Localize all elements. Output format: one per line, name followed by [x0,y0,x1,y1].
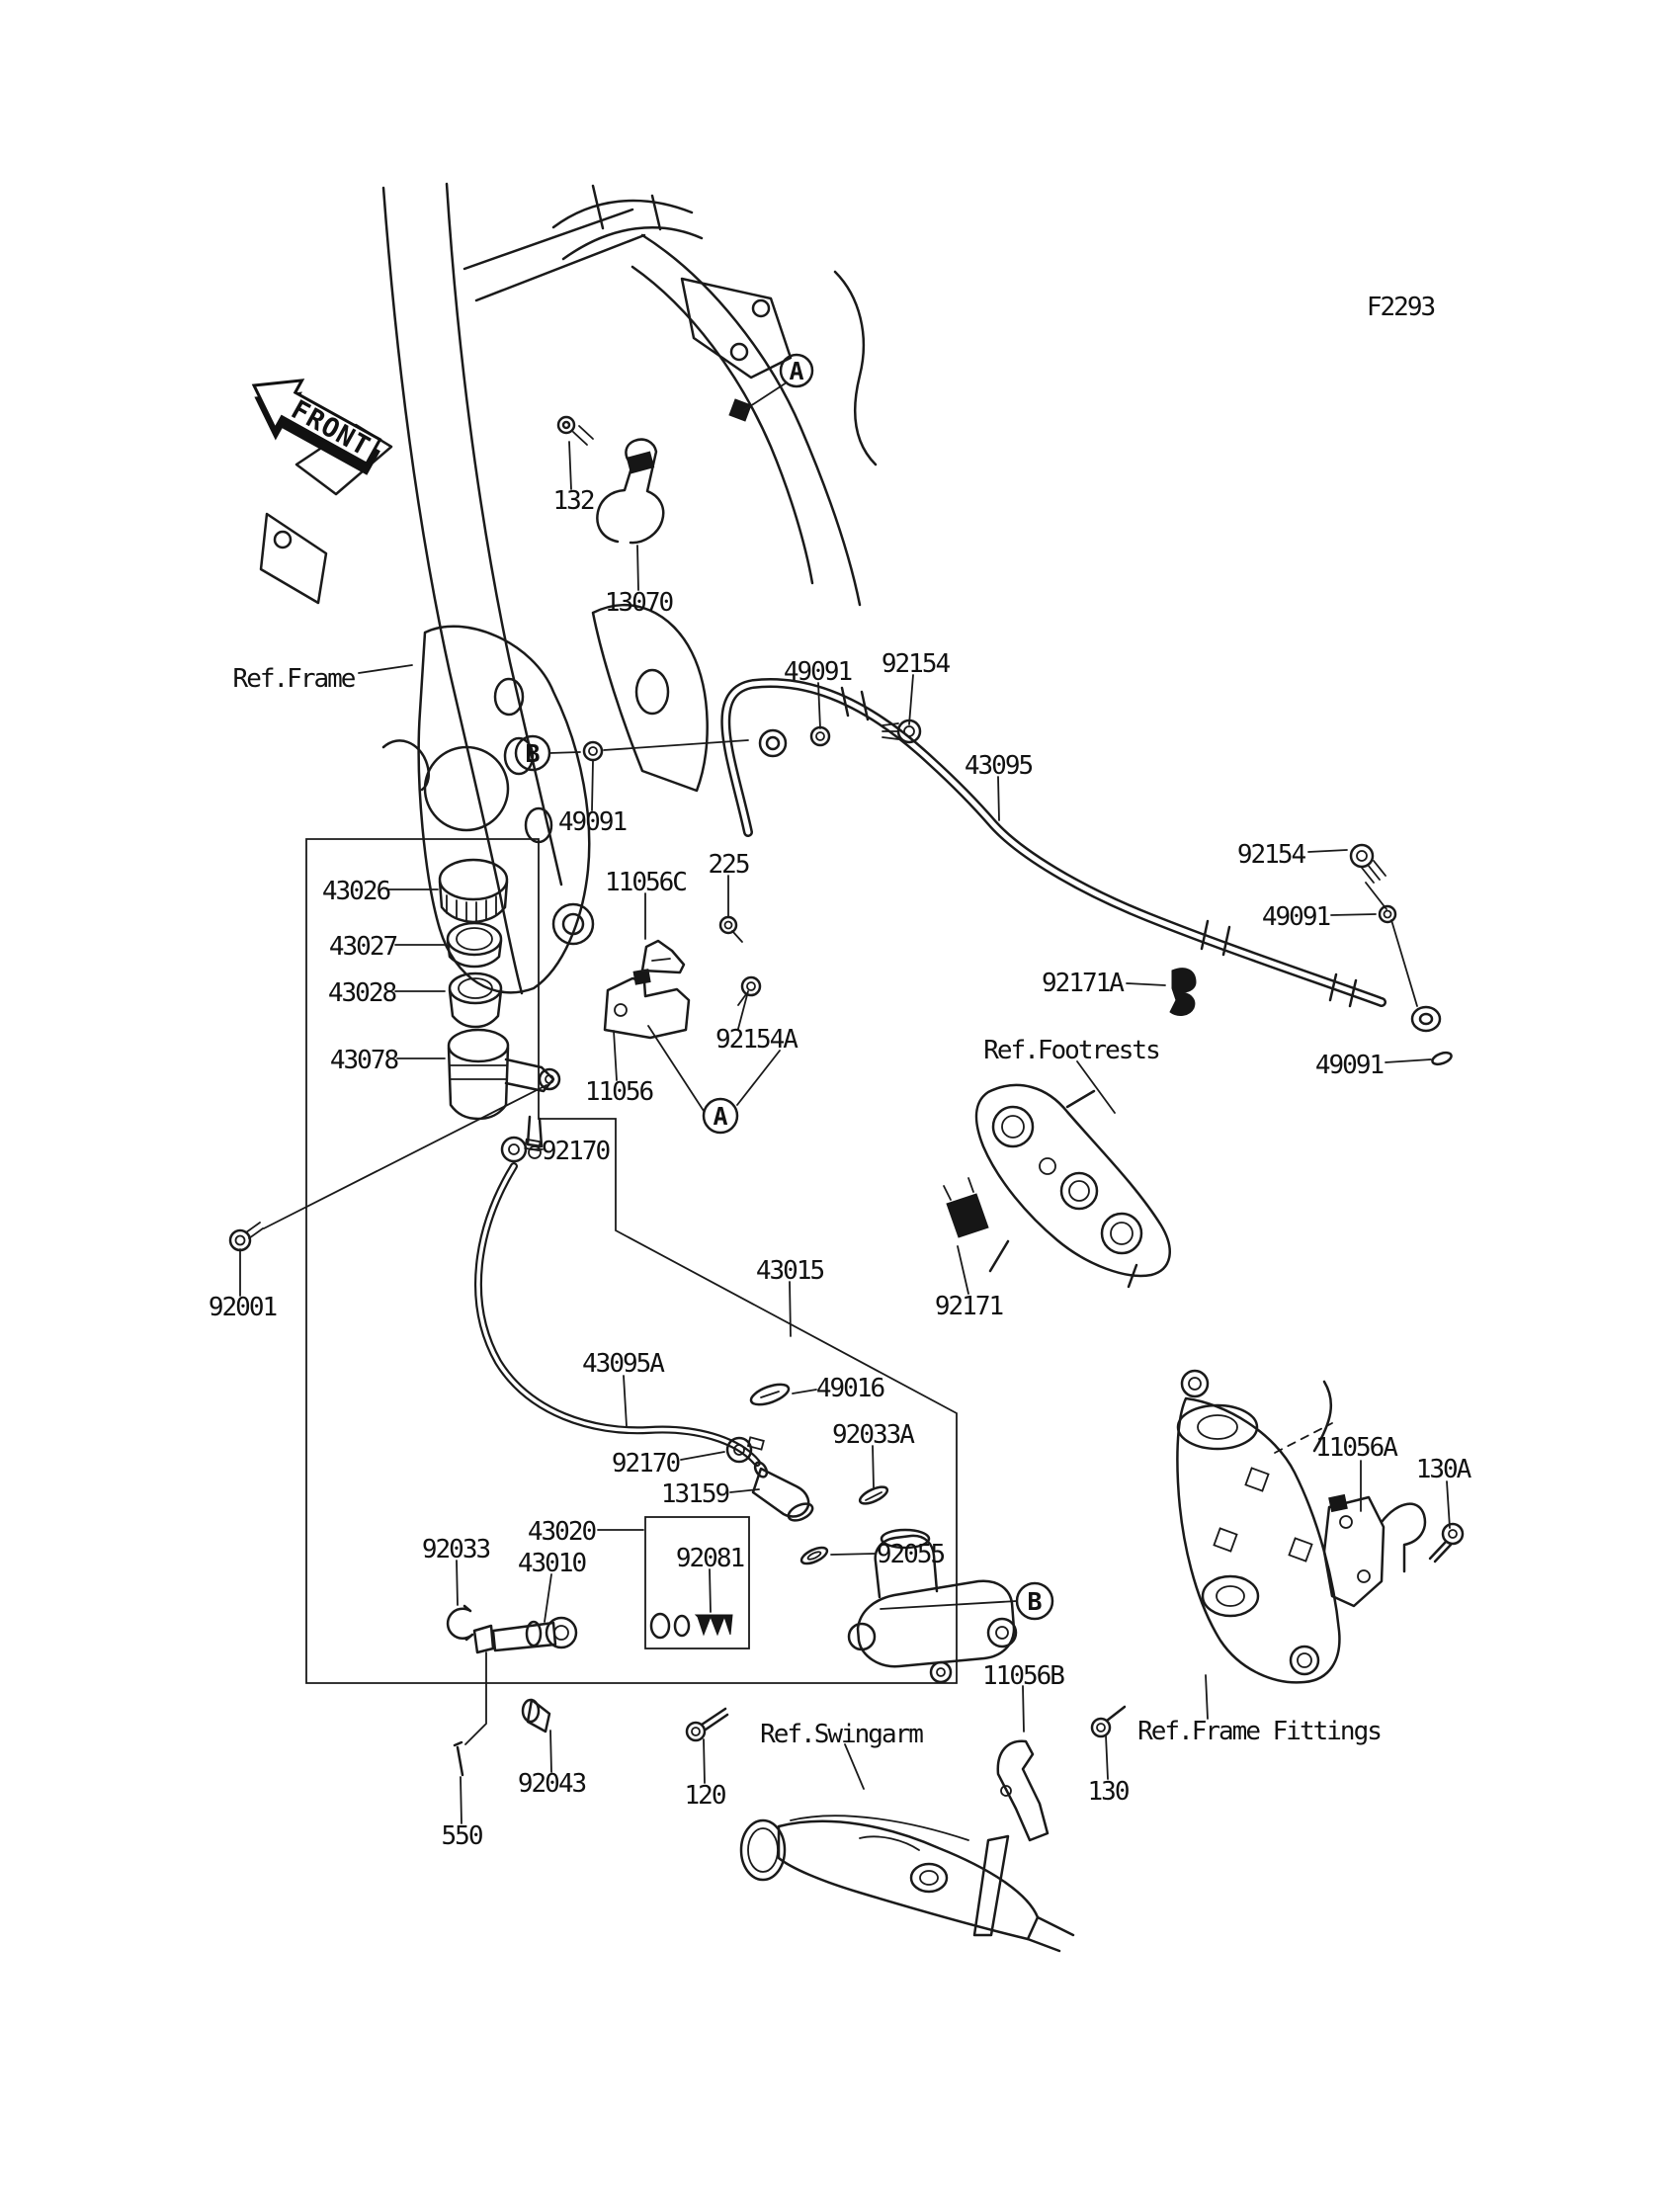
clamp-92170-upper-inner [509,1144,519,1154]
frame-right-tube [642,235,860,605]
ref-label-frame: Ref.Frame [232,664,355,694]
frame-bracket-hole-2 [731,344,747,360]
washer-49091-right [1380,906,1395,922]
part-label-43015: 43015 [755,1256,824,1286]
footrest-hole-small [1040,1158,1055,1174]
pivot-bore [425,747,508,830]
clamp-92171A-part [1170,969,1196,1016]
frame-bracket-hole-1 [753,300,769,316]
ring-43027-inner [457,928,492,950]
frame-right-tube-inner [632,267,812,583]
part-label-92001: 92001 [208,1293,277,1322]
bolt-92001-center [236,1236,245,1245]
fitting-boss-bottom [1203,1576,1258,1616]
part-label-120: 120 [684,1781,725,1811]
figure-code: F2293 [1366,293,1435,322]
mc-banjo-ear-hole [996,1627,1008,1639]
reservoir-group [440,860,559,1161]
pushrod-43010-washer [546,1618,576,1648]
washer-49091-left [584,742,602,760]
ref-label-swingarm: Ref.Swingarm [760,1720,922,1749]
fitting-nut-3 [1289,1538,1311,1561]
callout-b-top [516,736,549,770]
ref-label-footrests: Ref.Footrests [983,1036,1159,1065]
reservoir-outlet-eye [540,1069,559,1089]
pipe-13159-flange [786,1500,814,1524]
frame-seat-rails [464,210,644,300]
clamp-13070-wire [597,440,663,543]
stay-11056A-hook [1382,1504,1425,1571]
swingarm-pivot-bore [748,1828,778,1872]
part-labels [209,293,1472,1851]
fitting-top-lug [1182,1371,1208,1396]
frame-pivot-right [593,605,708,791]
pushrod-43010-fork [474,1626,493,1652]
bolt-92154-top-center [904,726,914,736]
part-label-49091-right: 49091 [1261,902,1330,932]
stay-11056A-clip [1329,1494,1348,1511]
diaphragm-43028-cup [450,990,501,1027]
front-arrow [236,362,392,488]
cup-92081-seal [651,1614,669,1638]
part-label-130: 130 [1087,1777,1129,1807]
clamp-92170-upper [502,1138,526,1161]
washer-92081 [675,1616,689,1636]
part-label-92055: 92055 [876,1540,945,1569]
guide-11056B [998,1741,1048,1840]
washer-49091-left-inner [589,747,597,755]
part-label-92033A: 92033A [832,1420,913,1450]
part-label-43028: 43028 [327,978,396,1008]
banjo-fitting-right [1412,1007,1440,1031]
bolt-225-head [720,917,736,933]
pivot-right-hole [636,670,668,714]
frame-drawing [261,184,876,993]
fitting-bottom-lug [1291,1647,1318,1674]
part-label-92033: 92033 [421,1535,490,1564]
screw-132-threads [573,426,593,445]
mc-banjo-ear [988,1619,1016,1647]
fitting-bottom-lug-hole [1298,1653,1311,1667]
bolt-120-shaft [702,1709,727,1730]
reservoir-43078-bands [451,1065,506,1079]
screw-92154A-center [747,982,755,990]
assembly-boundary-outline [306,839,957,1683]
part-label-92154A: 92154A [715,1025,797,1055]
footrest-boss-3 [1102,1214,1141,1253]
frame-harness-line [835,272,876,465]
leader-lines [240,382,1450,1823]
part-label-92043: 92043 [517,1769,586,1799]
bolt-120-center [692,1728,700,1735]
bolt-225-center [725,922,732,929]
stay-11056A-group [1324,1494,1463,1606]
part-label-43027: 43027 [328,932,397,962]
washer-49016-slot [761,1392,779,1397]
bolt-92001-group [230,1223,263,1250]
fitting-boss-top-hole [1198,1415,1237,1439]
part-label-43095: 43095 [964,751,1033,781]
part-label-43078: 43078 [329,1046,398,1075]
part-label-49016: 49016 [815,1374,884,1403]
o-ring-92055 [799,1545,829,1567]
mc-boot [849,1624,875,1649]
circlip-92033 [448,1606,472,1640]
part-label-11056B: 11056B [982,1661,1063,1691]
washer-49091-right-inner [1385,911,1391,918]
washer-49091-top [811,727,829,745]
bracket-11056-hole [615,1004,627,1016]
bolt-92154-right-center [1357,851,1367,861]
bolt-92154-right-threads [1362,861,1386,883]
part-label-49091-left: 49091 [557,807,627,837]
swingarm-boss [911,1864,947,1892]
washer-49091-far-right [1431,1051,1453,1066]
part-label-43026: 43026 [321,877,390,906]
pivot-lug-outer [553,904,593,944]
callout-a-mid-letter: A [713,1102,728,1131]
stay-11056A-hole-2 [1358,1570,1370,1582]
pushrod-43010-washer-hole [554,1626,568,1640]
reservoir-43078-top [449,1030,508,1061]
part-label-13159: 13159 [660,1479,729,1509]
frame-tube-left [383,188,522,993]
callout-b-bottom-letter: B [1027,1587,1043,1616]
part-label-11056A: 11056A [1315,1433,1396,1463]
fitting-top-lug-hole [1189,1378,1201,1390]
screw-132-head [558,417,574,433]
rebuild-kit-box [645,1517,749,1648]
part-label-550: 550 [441,1821,482,1851]
screw-92154A-head [742,977,760,995]
part-label-11056C: 11056C [605,868,686,897]
part-label-132: 132 [552,486,594,516]
ref-label-frame-fittings: Ref.Frame Fittings [1137,1717,1381,1746]
clamp-13070-group [558,417,663,543]
callout-a-top-letter: A [789,357,804,385]
footrest-boss-3-hole [1111,1223,1133,1244]
part-label-225: 225 [708,850,749,880]
pin-550 [455,1742,462,1775]
callout-a-top [781,355,812,386]
part-label-43020: 43020 [527,1517,596,1547]
spring-92081 [696,1615,732,1635]
bolt-92154-right-head [1351,845,1373,867]
bolt-92001-head [230,1230,250,1250]
swingarm-group [741,1816,1073,1951]
part-label-92081: 92081 [675,1544,744,1573]
bolt-130-shaft [1107,1707,1125,1721]
part-label-49091-far-right: 49091 [1314,1051,1384,1080]
callout-a-mid [704,1099,737,1133]
hose-43095A [478,1166,757,1463]
hose-43095A-core [478,1166,757,1463]
swingarm-boss-hole [920,1871,938,1885]
screw-132-slot [563,422,569,428]
part-label-92171: 92171 [934,1292,1003,1321]
switch-92171-part [947,1194,988,1237]
bolt-130-center [1097,1724,1105,1732]
stay-bracket-group [605,399,760,1038]
clamp-at-A-top [729,399,751,421]
front-arrow-label: FRONT [286,394,376,464]
guide-11056B-strip [974,1836,1008,1935]
banjo-fitting-right-eye [1420,1014,1432,1024]
mc-mount-ear-hole [937,1668,945,1676]
callout-b-top-letter: B [525,739,541,768]
footrest-bracket-group [944,1085,1170,1287]
bolt-225-threads [732,931,742,942]
part-label-92170-upper: 92170 [541,1137,610,1166]
part-label-13070: 13070 [604,588,673,618]
footrest-boss-1-hole [1002,1116,1024,1138]
part-label-92171A: 92171A [1042,969,1123,998]
callout-b-bottom [1017,1583,1052,1619]
part-label-92154-right: 92154 [1236,840,1305,870]
frame-fitting-bracket-group [1177,1371,1339,1682]
stay-11056A-hole-1 [1340,1516,1352,1528]
bolt-130A-center [1449,1530,1457,1538]
footrest-boss-1 [993,1107,1033,1146]
frame-top-tubes [553,186,702,259]
part-label-92170-lower: 92170 [611,1449,680,1479]
bracket-11056 [605,978,689,1038]
stay-11056C-slot [652,959,670,961]
part-label-49091-top: 49091 [783,657,852,687]
fitting-nut-1 [1245,1468,1268,1490]
washer-49091-top-inner [816,732,824,740]
reservoir-43078-outlet [506,1059,553,1091]
part-label-43010: 43010 [517,1549,586,1578]
part-label-43095A: 43095A [582,1349,663,1379]
footrest-boss-2-hole [1069,1181,1089,1201]
banjo-fitting-left-eye [767,737,779,749]
footrest-boss-2 [1061,1173,1097,1209]
clamp-13070-band [627,452,653,473]
part-label-92154-top: 92154 [881,649,950,679]
part-label-130A: 130A [1415,1455,1470,1484]
footrest-bracket-tabs [990,1091,1136,1287]
guide-11056B-group [974,1707,1125,1935]
frame-hose-stub [383,740,429,790]
part-label-11056: 11056 [584,1077,653,1107]
fitting-boss-bottom-hole [1217,1586,1244,1606]
frame-stay-hole [275,532,291,548]
stay-11056C [642,941,684,972]
fitting-boss-top [1178,1405,1257,1449]
fitting-nut-2 [1214,1528,1236,1551]
bolt-130A-threads [1430,1542,1451,1562]
mc-mount-ear [931,1662,951,1682]
banjo-fitting-left [760,730,786,756]
